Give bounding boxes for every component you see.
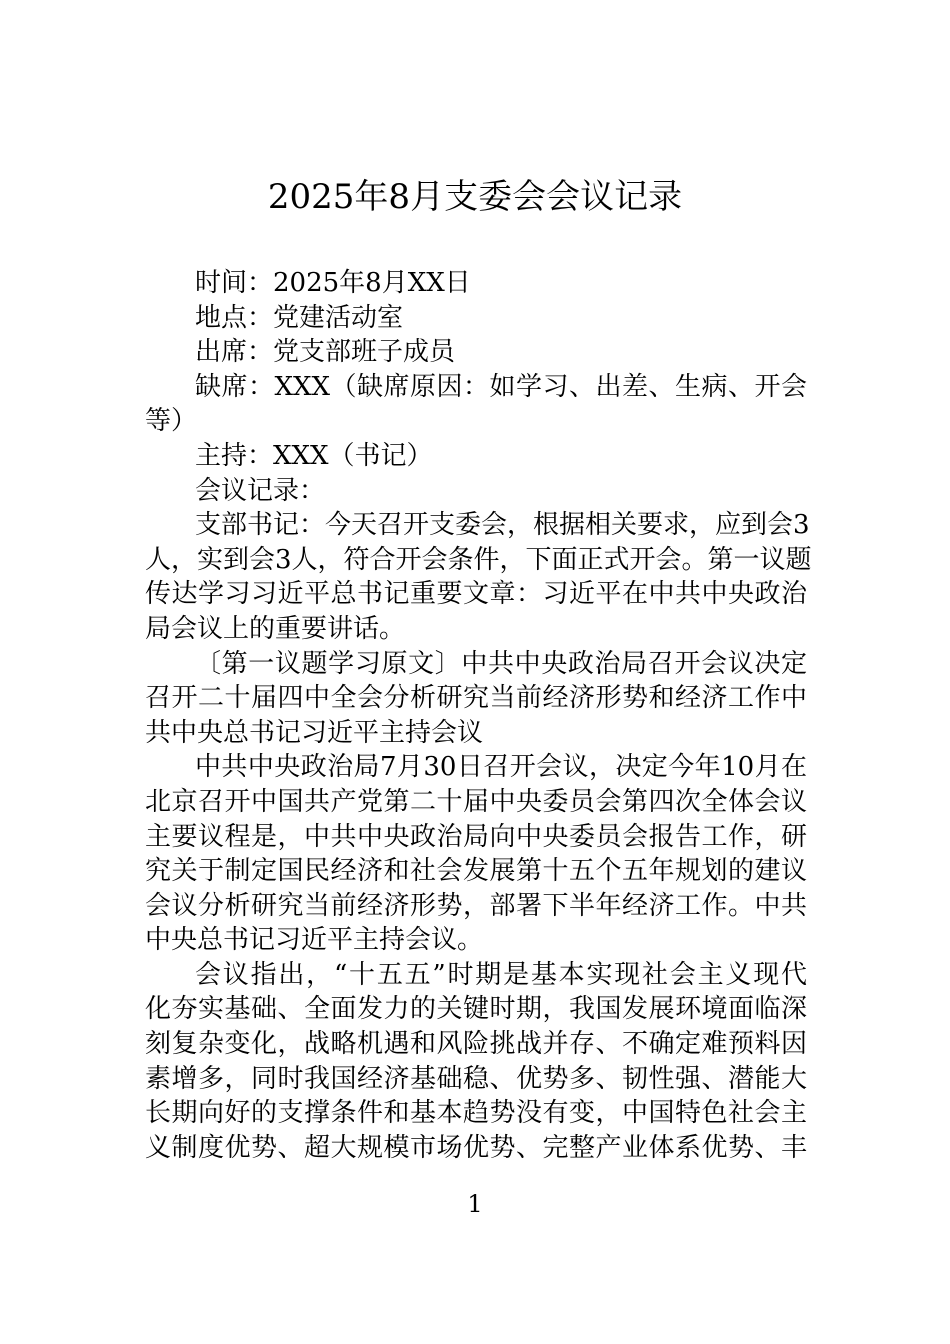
paragraph [145, 750, 807, 958]
text-line: 中央总书记习近平主持会议。 [145, 925, 484, 956]
paragraph [145, 439, 807, 474]
text-line: 等） [145, 406, 198, 437]
paragraph [145, 335, 807, 370]
paragraph [145, 301, 807, 336]
document-title: 2025年8月支委会会议记录 [267, 177, 683, 217]
document-body [145, 266, 812, 1165]
text-line: 地点：党建活动室 [195, 302, 404, 333]
paragraph [145, 647, 807, 751]
paragraph [145, 508, 812, 646]
text-line: 素增多，同时我国经济基础稳、优势多、韧性强、潜能大 [145, 1063, 807, 1094]
text-line: 主持：XXX（书记） [195, 440, 433, 471]
text-line: 长期向好的支撑条件和基本趋势没有变，中国特色社会主 [145, 1098, 807, 1129]
text-line: 会议记录： [195, 475, 326, 506]
text-line: 究关于制定国民经济和社会发展第十五个五年规划的建议 [145, 856, 807, 887]
text-line: 会议分析研究当前经济形势，部署下半年经济工作。中共 [145, 890, 807, 921]
paragraph [145, 370, 807, 439]
paragraph [145, 266, 807, 301]
text-line: 主要议程是，中共中央政治局向中央委员会报告工作，研 [145, 821, 807, 852]
text-line: 义制度优势、超大规模市场优势、完整产业体系优势、丰 [145, 1132, 807, 1163]
text-line: 召开二十届四中全会分析研究当前经济形势和经济工作中 [145, 683, 807, 714]
text-line: 化夯实基础、全面发力的关键时期，我国发展环境面临深 [145, 994, 807, 1025]
text-line: 缺席：XXX（缺席原因：如学习、出差、生病、开会 [195, 371, 807, 402]
paragraph [145, 958, 807, 1166]
text-line: 中共中央政治局7月30日召开会议，决定今年10月在 [195, 752, 807, 783]
text-line: 刻复杂变化，战略机遇和风险挑战并存、不确定难预料因 [145, 1029, 807, 1060]
text-line: 北京召开中国共产党第二十届中央委员会第四次全体会议 [145, 786, 807, 817]
text-line: 共中央总书记习近平主持会议 [145, 717, 484, 748]
text-line: 会议指出，“十五五”时期是基本实现社会主义现代 [195, 959, 807, 990]
text-line: 支部书记：今天召开支委会，根据相关要求，应到会3 [195, 510, 810, 541]
text-line: 局会议上的重要讲话。 [145, 613, 406, 644]
page-number: 1 [467, 1190, 483, 1218]
text-line: 〔第一议题学习原文〕中共中央政治局召开会议决定 [195, 648, 807, 679]
paragraph [145, 474, 807, 509]
text-line: 出席：党支部班子成员 [195, 337, 456, 368]
text-line: 时间：2025年8月XX日 [195, 268, 471, 298]
text-line: 传达学习习近平总书记重要文章：习近平在中共中央政治 [145, 579, 807, 610]
text-line: 人，实到会3人，符合开会条件，下面正式开会。第一议题 [145, 544, 812, 575]
